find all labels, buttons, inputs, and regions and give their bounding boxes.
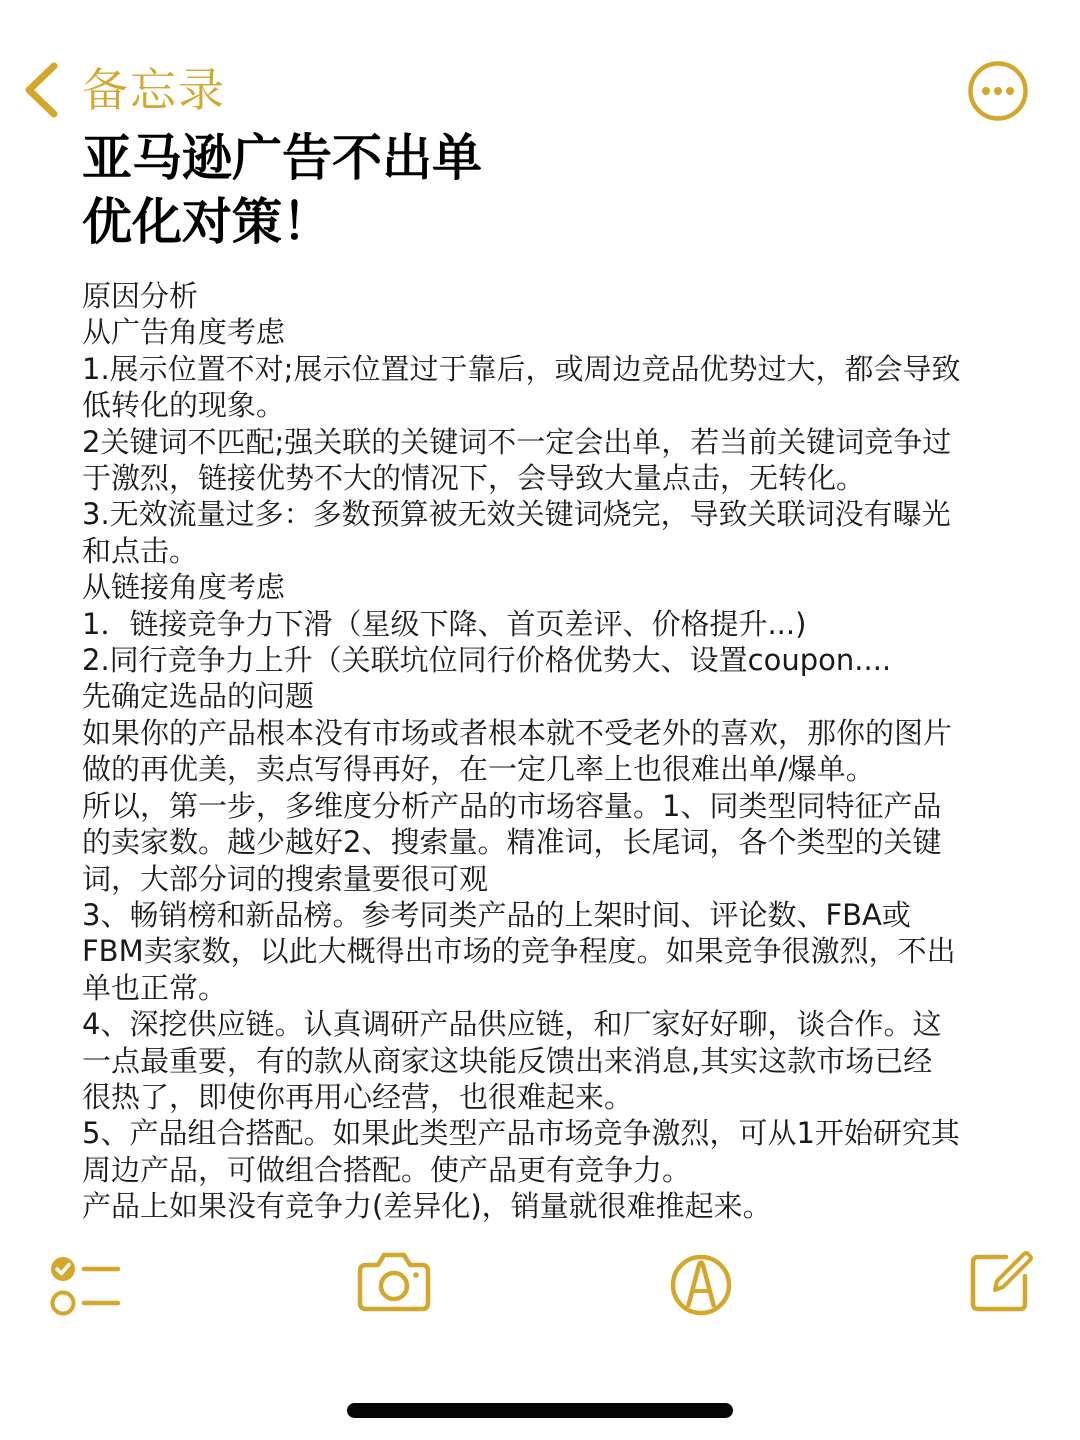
chevron-left-icon bbox=[20, 60, 62, 120]
note-line: 1.展示位置不对;展示位置过于靠后，或周边竞品优势过大，都会导致 bbox=[82, 351, 961, 386]
note-body[interactable] bbox=[82, 278, 1012, 1225]
note-line: 3.无效流量过多：多数预算被无效关键词烧完，导致关联词没有曝光 bbox=[82, 497, 951, 532]
navigation-bar bbox=[0, 0, 1080, 130]
ellipsis-circle-icon bbox=[967, 60, 1029, 122]
note-line: 2关键词不匹配;强关联的关键词不一定会出单，若当前关键词竞争过 bbox=[82, 424, 952, 459]
note-title-line: 亚马逊广告不出单 bbox=[82, 129, 482, 187]
note-line: 原因分析 bbox=[82, 279, 199, 313]
note-line: 3、畅销榜和新品榜。参考同类产品的上架时间、评论数、FBA或 bbox=[82, 897, 911, 932]
markup-button[interactable] bbox=[668, 1245, 734, 1325]
note-line: 一点最重要，有的款从商家这块能反馈出来消息,其实这款市场已经 bbox=[82, 1043, 933, 1078]
home-indicator[interactable] bbox=[347, 1403, 733, 1418]
more-button[interactable] bbox=[967, 60, 1029, 122]
note-line: 的卖家数。越少越好2、搜索量。精准词，长尾词，各个类型的关键 bbox=[82, 825, 942, 860]
note-line: 词，大部分词的搜索量要很可观 bbox=[82, 861, 489, 896]
note-line: FBM卖家数，以此大概得出市场的竞争程度。如果竞争很激烈，不出 bbox=[82, 934, 956, 969]
compose-icon bbox=[968, 1245, 1034, 1315]
note-line: 2.同行竞争力上升（关联坑位同行价格优势大、设置coupon.... bbox=[82, 643, 892, 678]
note-line: 如果你的产品根本没有市场或者根本就不受老外的喜欢，那你的图片 bbox=[82, 715, 953, 750]
note-line: 4、深挖供应链。认真调研产品供应链，和厂家好好聊，谈合作。这 bbox=[82, 1007, 942, 1042]
note-line: 从链接角度考虑 bbox=[82, 570, 286, 605]
camera-button[interactable] bbox=[356, 1245, 432, 1325]
note-line: 和点击。 bbox=[82, 533, 199, 568]
note-line: 低转化的现象。 bbox=[82, 388, 286, 423]
back-button[interactable] bbox=[20, 58, 226, 122]
back-label: 备忘录 bbox=[82, 63, 226, 117]
note-line: 从广告角度考虑 bbox=[82, 315, 286, 350]
note-title-line: 优化对策！ bbox=[82, 193, 332, 251]
note-line: 做的再优美，卖点写得再好，在一定几率上也很难出单/爆单。 bbox=[82, 752, 875, 787]
pen-tip-circle-icon bbox=[668, 1245, 734, 1325]
note-line: 所以，第一步，多维度分析产品的市场容量。1、同类型同特征产品 bbox=[82, 788, 942, 823]
checklist-icon bbox=[48, 1245, 122, 1325]
note-line: 于激烈，链接优势不大的情况下，会导致大量点击，无转化。 bbox=[82, 461, 866, 496]
bottom-toolbar bbox=[0, 1245, 1080, 1325]
note-line: 周边产品，可做组合搭配。使产品更有竞争力。 bbox=[82, 1152, 692, 1187]
compose-button[interactable] bbox=[968, 1245, 1034, 1325]
note-line: 很热了，即使你再用心经营，也很难起来。 bbox=[82, 1079, 634, 1114]
note-line: 5、产品组合搭配。如果此类型产品市场竞争激烈，可从1开始研究其 bbox=[82, 1116, 960, 1151]
note-line: 先确定选品的问题 bbox=[82, 679, 315, 714]
note-title[interactable] bbox=[82, 126, 982, 254]
note-line: 单也正常。 bbox=[82, 970, 228, 1005]
checklist-button[interactable] bbox=[48, 1245, 122, 1325]
note-line: 产品上如果没有竞争力(差异化)，销量就很难推起来。 bbox=[82, 1189, 772, 1224]
note-line: 1．链接竞争力下滑（星级下降、首页差评、价格提升...) bbox=[82, 606, 807, 641]
camera-icon bbox=[356, 1245, 432, 1315]
